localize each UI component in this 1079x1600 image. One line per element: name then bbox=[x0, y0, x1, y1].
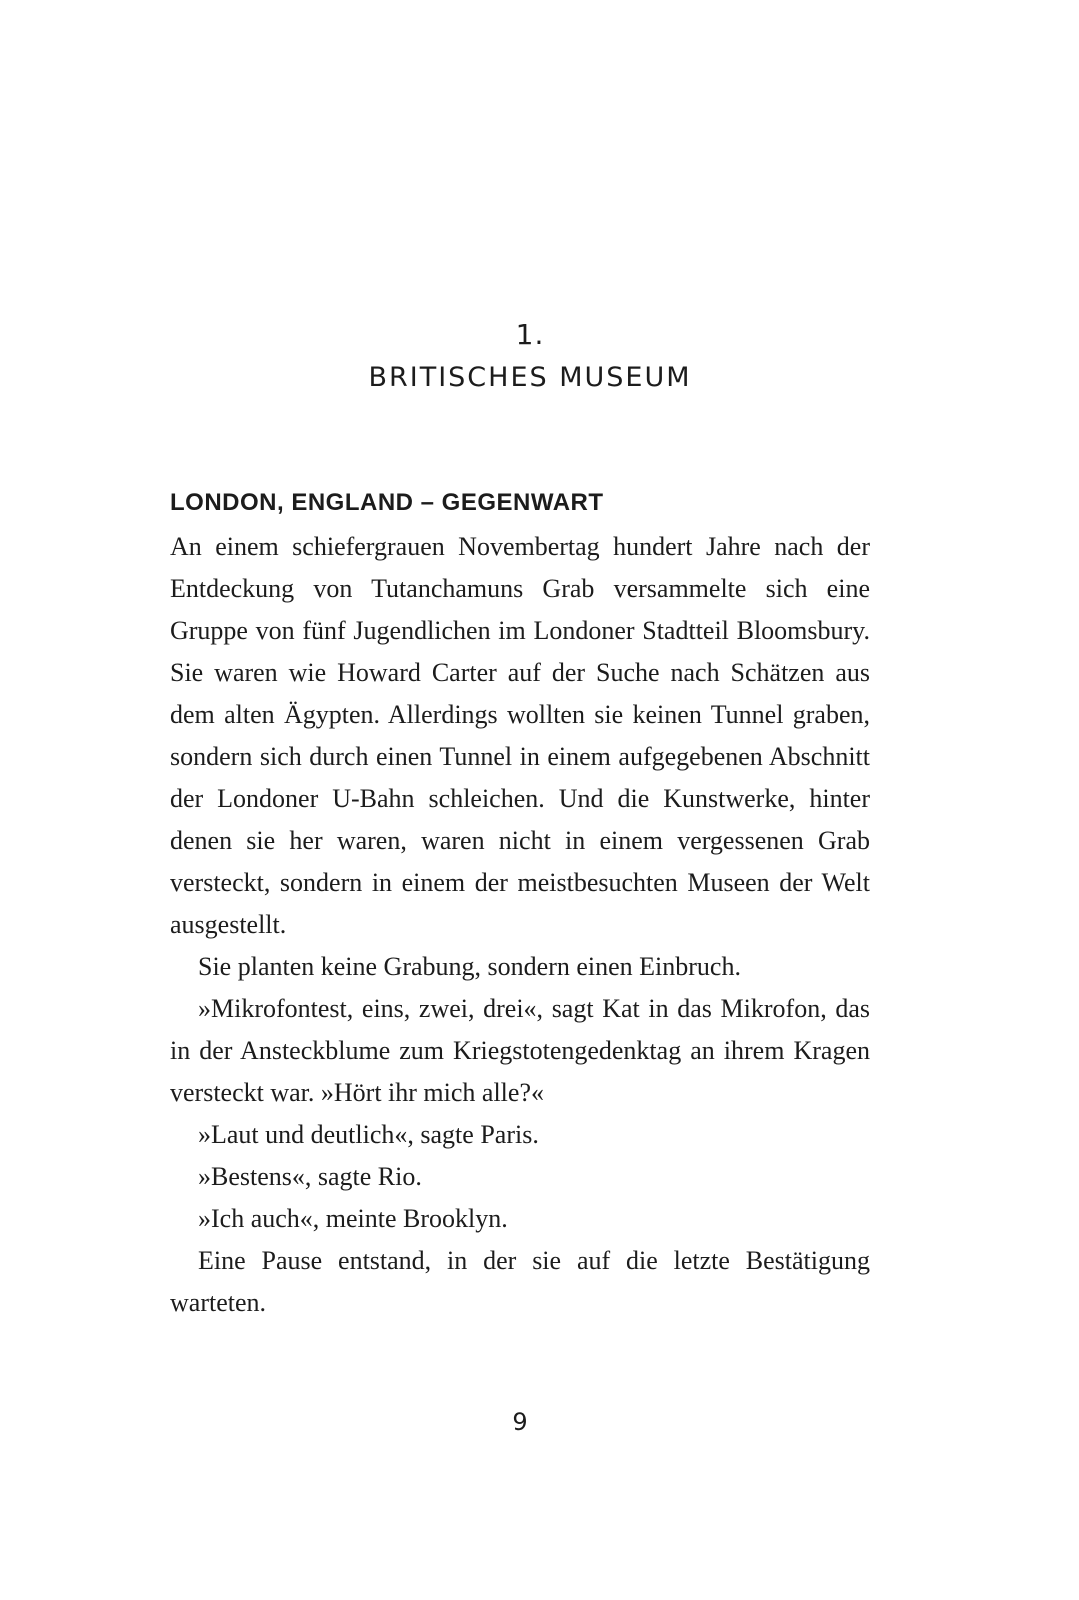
text-block bbox=[170, 484, 870, 1324]
location-heading: LONDON, ENGLAND – GEGENWART bbox=[170, 489, 604, 516]
paragraph: »Mikrofontest, eins, zwei, drei«, sagt Kat in das Mikrofon, das in der Ansteckblume zum Kriegstotengedenktag an ihrem Kragen versteckt war. »Hört ihr mich alle?« bbox=[170, 994, 870, 1107]
paragraph: »Ich auch«, meinte Brooklyn. bbox=[198, 1204, 508, 1233]
page-number: 9 bbox=[512, 1408, 528, 1436]
body-text bbox=[170, 526, 870, 1324]
paragraph: Sie planten keine Grabung, sondern einen Einbruch. bbox=[198, 952, 741, 981]
chapter-title: BRITISCHES MUSEUM bbox=[368, 362, 692, 393]
paragraph: An einem schiefergrauen Novembertag hundert Jahre nach der Entdeckung von Tutanchamuns Grab versammelte sich eine Gruppe von fünf Jugendlichen im Londoner Stadtteil Bloomsbury. Sie waren wie Howard Carter auf der Suche nach Schätzen aus dem alten Ägypten. Allerdings wollten sie keinen Tunnel graben, sondern sich durch einen Tunnel in einem aufgegebenen Abschnitt der Londoner U-Bahn schleichen. Und die Kunstwerke, hinter denen sie her waren, waren nicht in einem vergessenen Grab versteckt, sondern in einem der meistbesuchten Museen der Welt ausgestellt. bbox=[170, 532, 870, 939]
paragraph: Eine Pause entstand, in der sie auf die letzte Bestätigung warteten. bbox=[170, 1246, 870, 1317]
paragraph: »Laut und deutlich«, sagte Paris. bbox=[198, 1120, 539, 1149]
paragraph: »Bestens«, sagte Rio. bbox=[198, 1162, 422, 1191]
chapter-number: 1. bbox=[515, 318, 545, 351]
